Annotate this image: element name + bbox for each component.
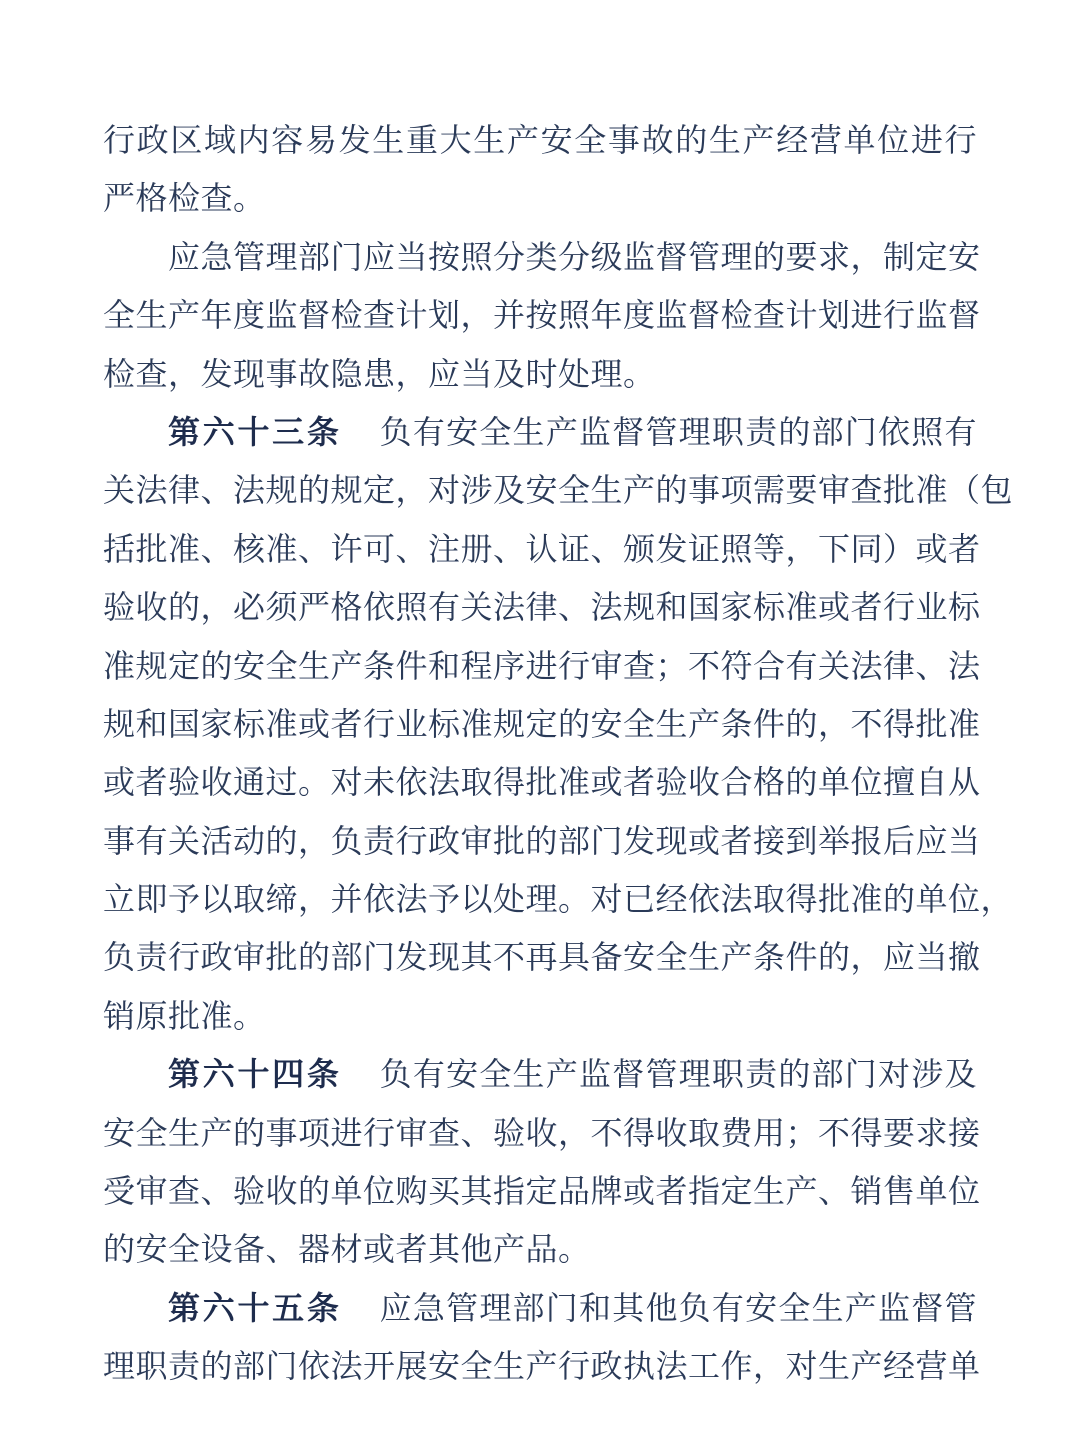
line-text: 应急管理部门和其他负有安全生产监督管: [379, 1289, 977, 1326]
line-text: 受审查、验收的单位购买其指定品牌或者指定生产、销售单位: [103, 1173, 981, 1210]
line-text: 验收的，必须严格依照有关法律、法规和国家标准或者行业标: [103, 589, 981, 626]
line-text: 的安全设备、器材或者其他产品。: [103, 1231, 591, 1268]
text-line: [103, 753, 981, 811]
text-line: [103, 578, 981, 636]
text-line-article-63: [103, 403, 977, 461]
text-line: [103, 637, 981, 695]
line-text: 或者验收通过。对未依法取得批准或者验收合格的单位擅自从: [103, 764, 981, 801]
line-text: 负责行政审批的部门发现其不再具备安全生产条件的，应当撤: [103, 939, 981, 976]
text-line: [103, 1104, 981, 1162]
text-line: [103, 520, 981, 578]
line-text: 应急管理部门应当按照分类分级监督管理的要求，制定安: [168, 238, 981, 275]
line-text: 事有关活动的，负责行政审批的部门发现或者接到举报后应当: [103, 822, 981, 859]
line-text: 安全生产的事项进行审查、验收，不得收取费用；不得要求接: [103, 1114, 981, 1151]
article-number: 第六十三条: [168, 413, 342, 450]
line-text: 括批准、核准、许可、注册、认证、颁发证照等，下同）或者: [103, 530, 981, 567]
text-line-article-65: [103, 1279, 977, 1337]
text-line: [103, 812, 981, 870]
law-text-block: [103, 111, 1014, 1396]
text-line: [103, 345, 977, 403]
text-line: [103, 111, 977, 169]
line-text: 销原批准。: [103, 997, 266, 1034]
text-line-article-64: [103, 1045, 977, 1103]
text-line: [103, 1220, 977, 1278]
line-text: 理职责的部门依法开展安全生产行政执法工作，对生产经营单: [103, 1348, 981, 1385]
text-line: [103, 286, 981, 344]
line-text: 严格检查。: [103, 180, 266, 217]
text-line: [103, 928, 981, 986]
line-text: 关法律、法规的规定，对涉及安全生产的事项需要审查批准（包: [103, 472, 1014, 509]
article-number: 第六十四条: [168, 1056, 342, 1093]
line-text: 立即予以取缔，并依法予以处理。对已经依法取得批准的单位，: [103, 881, 1014, 918]
line-text: 检查，发现事故隐患，应当及时处理。: [103, 355, 656, 392]
line-text: 负有安全生产监督管理职责的部门依照有: [379, 413, 977, 450]
text-line: [103, 870, 1014, 928]
text-line: [103, 1337, 981, 1395]
text-line: [103, 461, 1014, 519]
text-line: [103, 695, 981, 753]
text-line: [103, 987, 977, 1045]
line-text: 准规定的安全生产条件和程序进行审查；不符合有关法律、法: [103, 647, 981, 684]
line-text: 行政区域内容易发生重大生产安全事故的生产经营单位进行: [103, 122, 977, 158]
text-line: [103, 228, 981, 286]
line-text: 规和国家标准或者行业标准规定的安全生产条件的，不得批准: [103, 705, 981, 742]
line-text: 负有安全生产监督管理职责的部门对涉及: [379, 1056, 977, 1093]
line-text: 全生产年度监督检查计划，并按照年度监督检查计划进行监督: [103, 297, 981, 334]
text-line: [103, 1162, 981, 1220]
text-line: [103, 169, 977, 227]
article-number: 第六十五条: [168, 1289, 342, 1326]
